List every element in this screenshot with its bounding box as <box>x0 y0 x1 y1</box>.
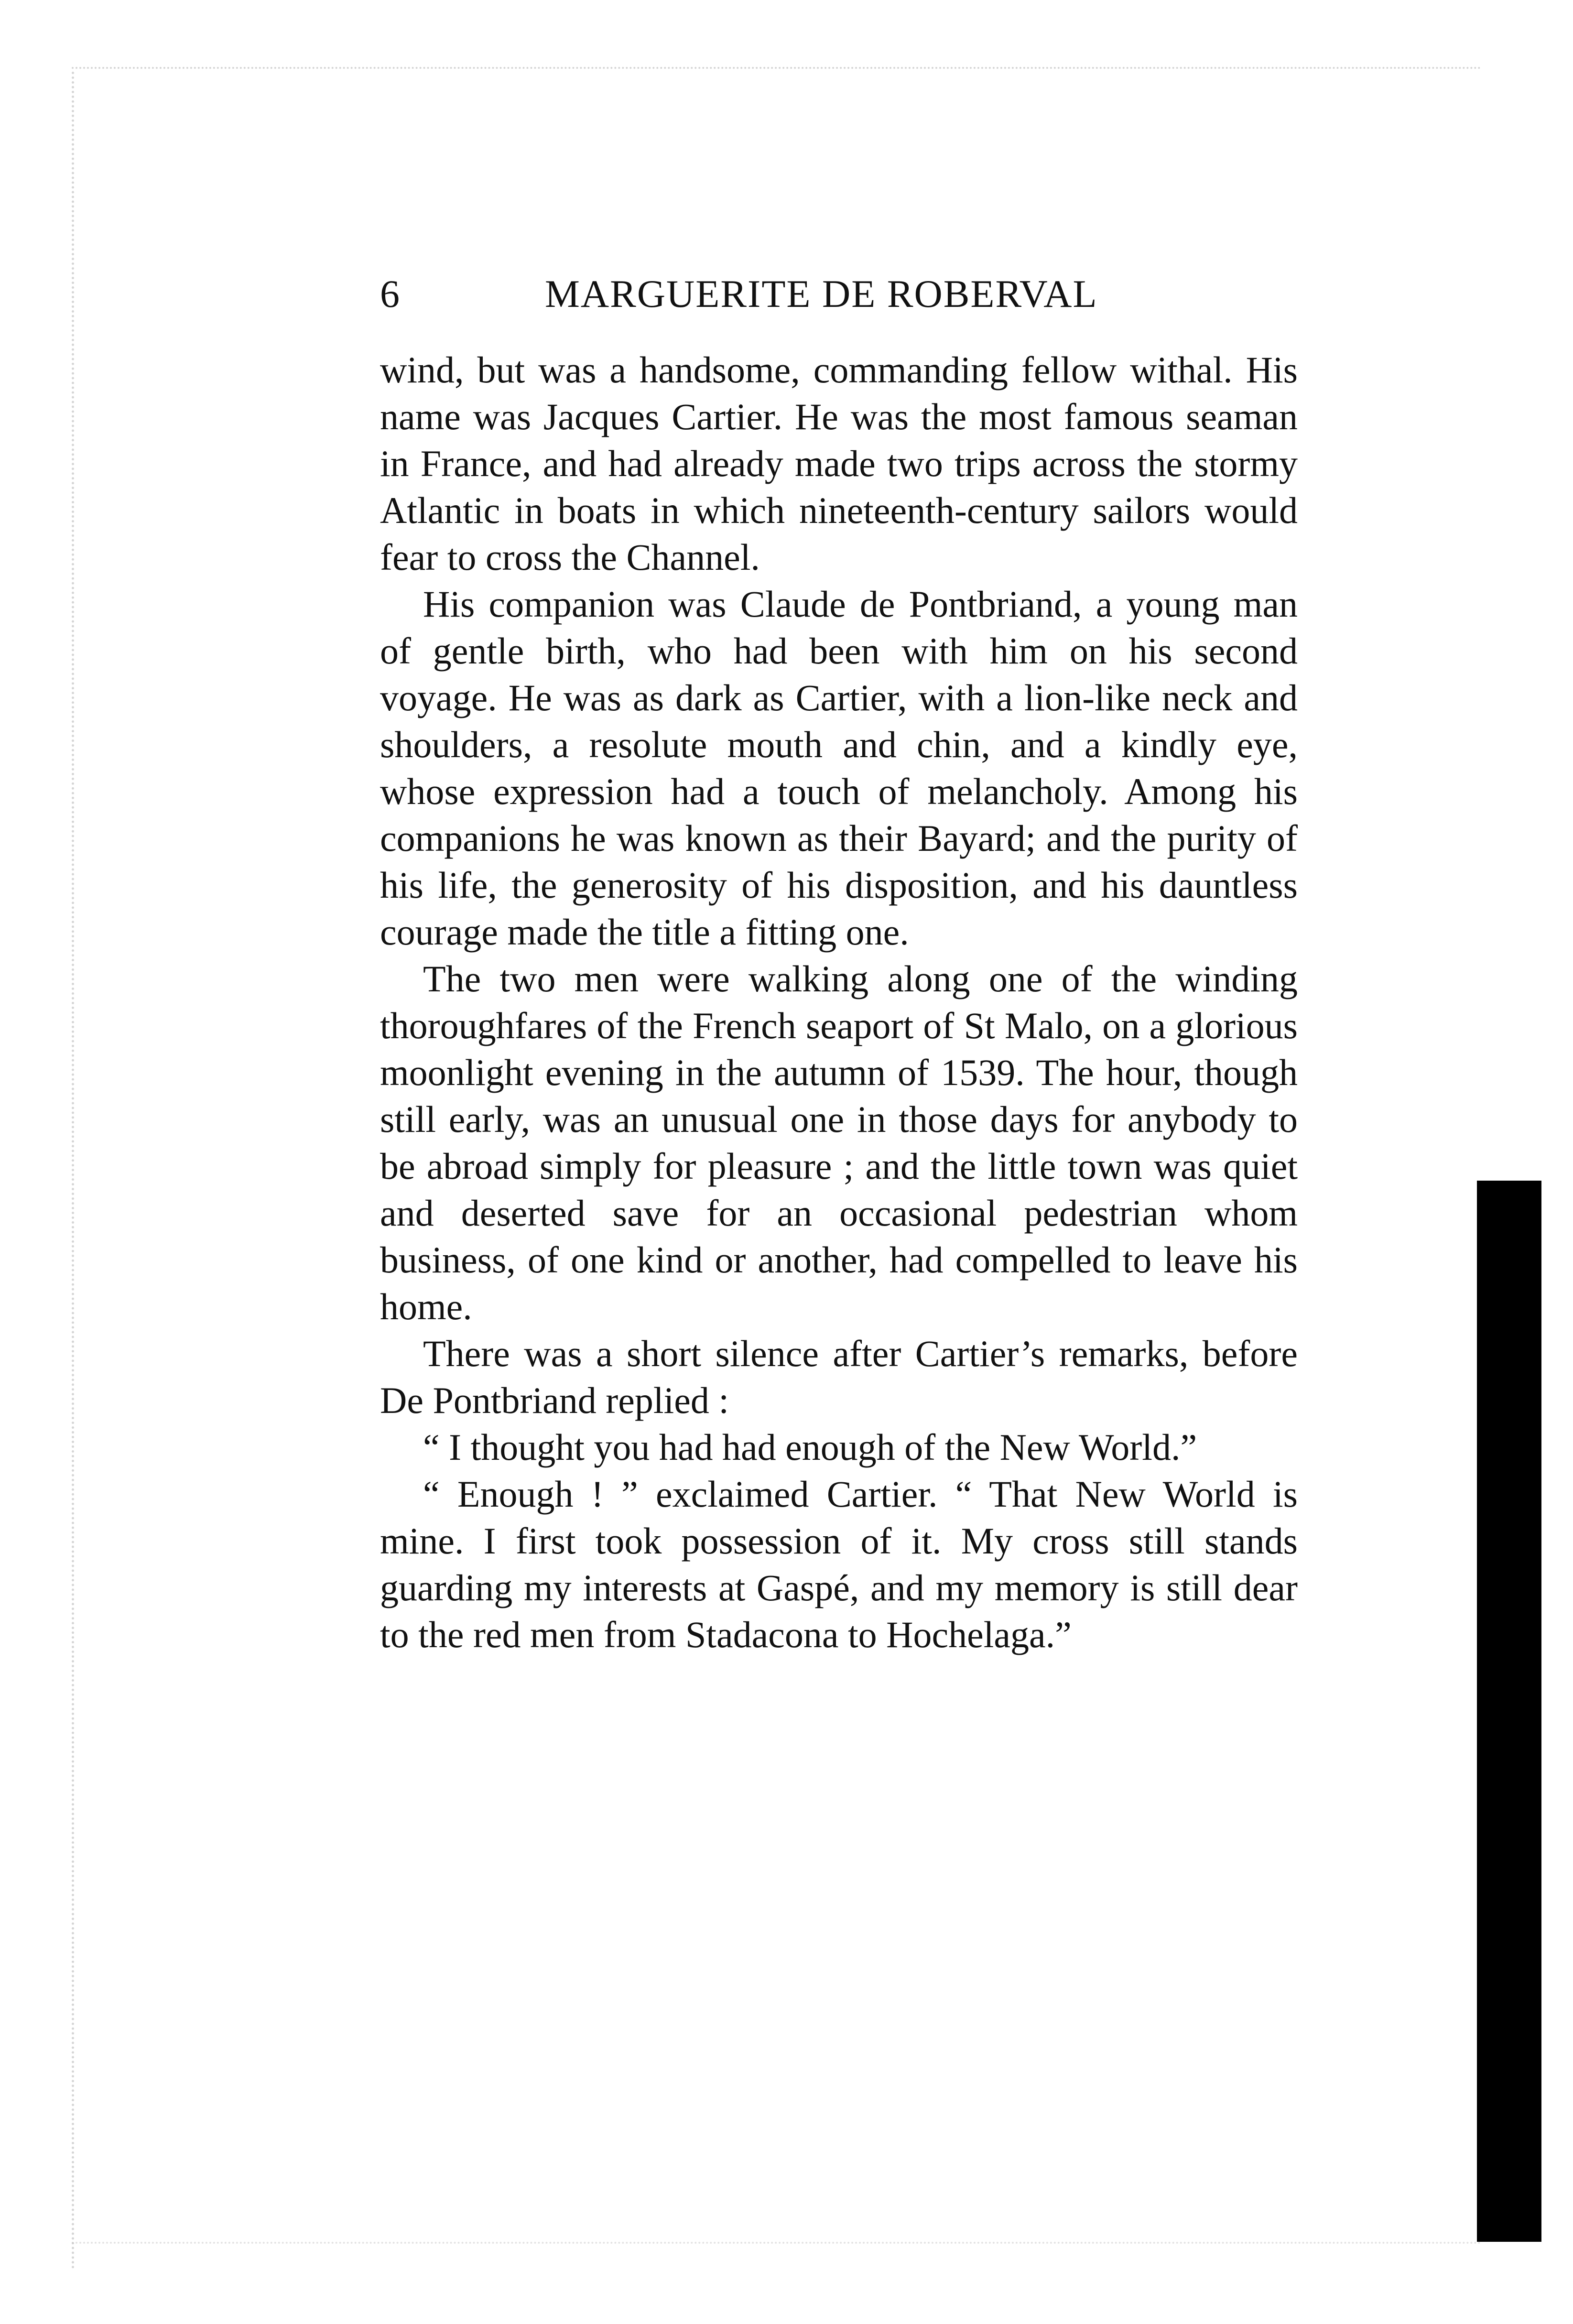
body-text <box>380 347 1298 1658</box>
running-title: MARGUERITE DE ROBERVAL <box>545 272 1098 315</box>
scan-edge-bottom <box>72 2242 1482 2248</box>
scan-edge-left <box>72 72 84 2270</box>
scan-edge-top <box>72 67 1482 98</box>
page-number: 6 <box>380 272 401 315</box>
paragraph: His companion was Claude de Pontbriand, a young man of gentle birth, who had been with him on his second voyage. He was as dark as Cartier, with a lion-like neck and shoulders, a resolute mouth and chin, and a kindly eye, whose expression had a touch of melancholy. Among his companions he was known as their Bayard; and the purity of his life, the generosity of his disposition, and his dauntless courage made the title a fitting one. <box>380 583 1298 953</box>
page-header <box>380 268 1145 320</box>
scan-edge-bar <box>1477 1181 1541 2242</box>
paragraph: There was a short silence after Cartier’s remarks, before De Pontbriand replied : <box>380 1333 1298 1421</box>
paragraph: “ Enough ! ” exclaimed Cartier. “ That New World is mine. I first took possession of it. My cross still stands guarding my interests at Gaspé, and my memory is still dear to the red men from Stadacona to Hochelaga.” <box>380 1473 1298 1655</box>
paragraph: “ I thought you had had enough of the New World.” <box>423 1426 1197 1468</box>
paragraph: wind, but was a handsome, commanding fellow withal. His name was Jacques Cartier. He was the most famous seaman in France, and had already made two trips across the stormy Atlantic in boats in which nineteenth-century sailors would fear to cross the Channel. <box>380 349 1298 578</box>
paragraph: The two men were walking along one of the winding thoroughfares of the French seaport of St Malo, on a glorious moonlight evening in the autumn of 1539. The hour, though still early, was an unusual one in those days for anybody to be abroad simply for pleasure ; and the little town was quiet and deserted save for an occasional pedestrian whom business, of one kind or another, had compelled to leave his home. <box>380 958 1298 1327</box>
